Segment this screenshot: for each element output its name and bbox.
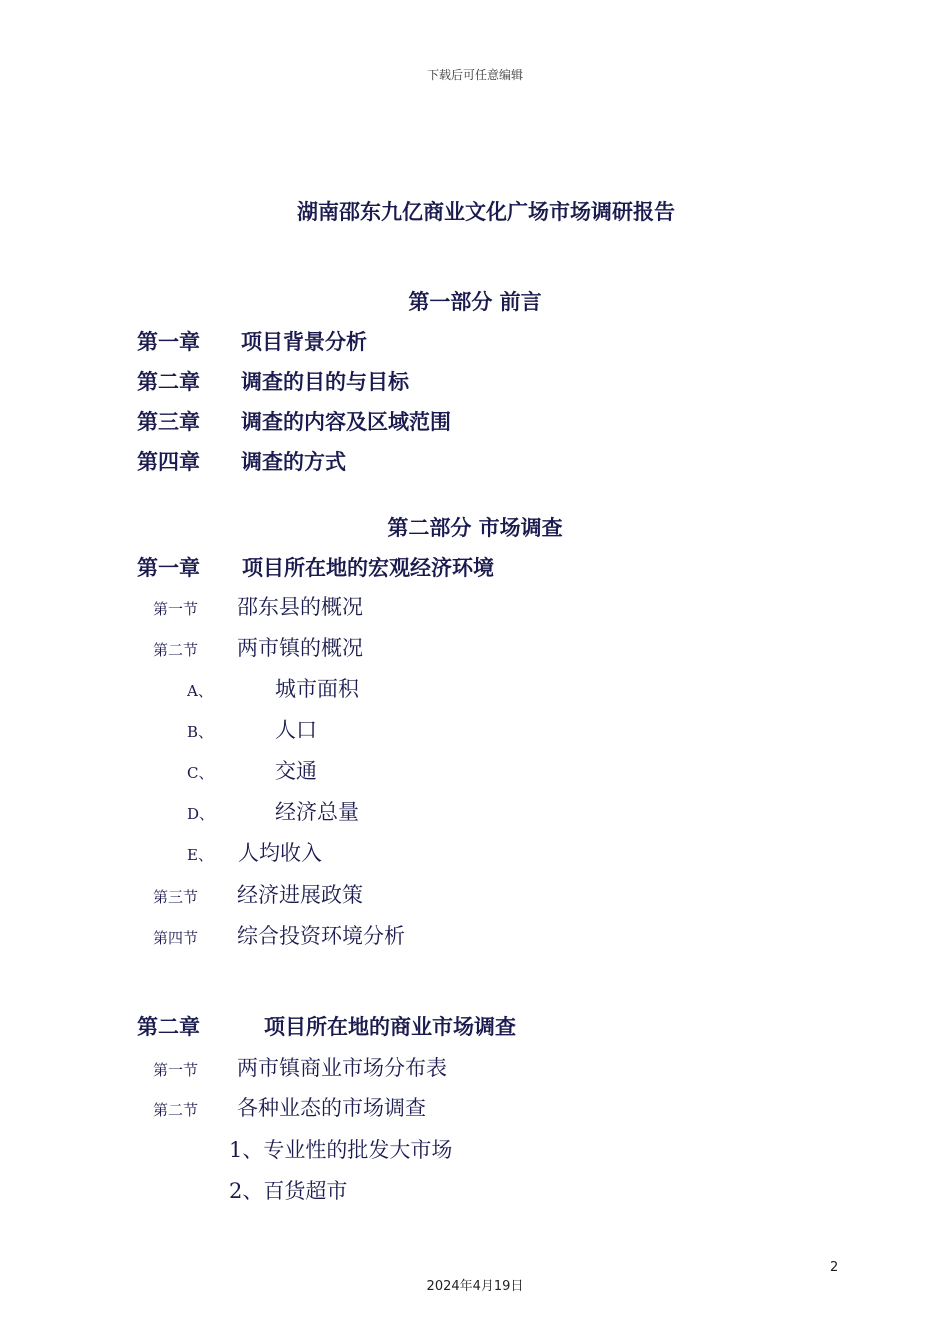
part2-chapter1-num: 第一章 (137, 555, 200, 580)
section-num: 第二节 (153, 641, 199, 659)
document-title: 湖南邵东九亿商业文化广场市场调研报告 (297, 199, 675, 224)
section-name: 两市镇商业市场分布表 (237, 1056, 447, 1080)
item-name: 城市面积 (275, 677, 359, 701)
section-name: 经济进展政策 (237, 883, 363, 907)
item-letter: D、 (187, 805, 215, 823)
item-name: 人均收入 (238, 841, 322, 865)
part2-chapter2-num: 第二章 (137, 1014, 200, 1039)
part1-chapter2-name: 调查的目的与目标 (241, 369, 409, 394)
part1-chapter4-num: 第四章 (137, 449, 200, 474)
item-name: 交通 (275, 759, 317, 783)
section-num: 第三节 (153, 888, 199, 906)
numbered-item: 1、专业性的批发大市场 (229, 1138, 453, 1162)
part1-chapter2-num: 第二章 (137, 369, 200, 394)
item-letter: A、 (187, 682, 213, 700)
section-name: 邵东县的概况 (237, 595, 363, 619)
part1-chapter3-num: 第三章 (137, 409, 200, 434)
item-name: 人口 (275, 718, 317, 742)
item-name: 经济总量 (275, 800, 359, 824)
header-note: 下载后可任意编辑 (426, 68, 523, 82)
section-num: 第四节 (153, 929, 199, 947)
part2-chapter1-name: 项目所在地的宏观经济环境 (242, 555, 494, 580)
part1-chapter3-name: 调查的内容及区域范围 (241, 409, 451, 434)
footer-date: 2024年4月19日 (426, 1279, 524, 1294)
page-number: 2 (830, 1260, 839, 1275)
section-name: 两市镇的概况 (237, 636, 363, 660)
part2-title: 第二部分 市场调查 (387, 515, 563, 540)
numbered-item: 2、百货超市 (229, 1179, 348, 1203)
item-letter: C、 (187, 764, 214, 782)
part1-title: 第一部分 前言 (408, 289, 542, 314)
section-name: 各种业态的市场调查 (237, 1096, 426, 1120)
section-name: 综合投资环境分析 (237, 924, 405, 948)
section-num: 第一节 (153, 1061, 199, 1079)
section-num: 第一节 (153, 600, 199, 618)
item-letter: E、 (187, 846, 213, 864)
part1-chapter1-name: 项目背景分析 (241, 329, 367, 354)
part1-chapter1-num: 第一章 (137, 329, 200, 354)
item-letter: B、 (187, 723, 214, 741)
section-num: 第二节 (153, 1101, 199, 1119)
part1-chapter4-name: 调查的方式 (241, 449, 346, 474)
part2-chapter2-name: 项目所在地的商业市场调查 (264, 1014, 516, 1039)
